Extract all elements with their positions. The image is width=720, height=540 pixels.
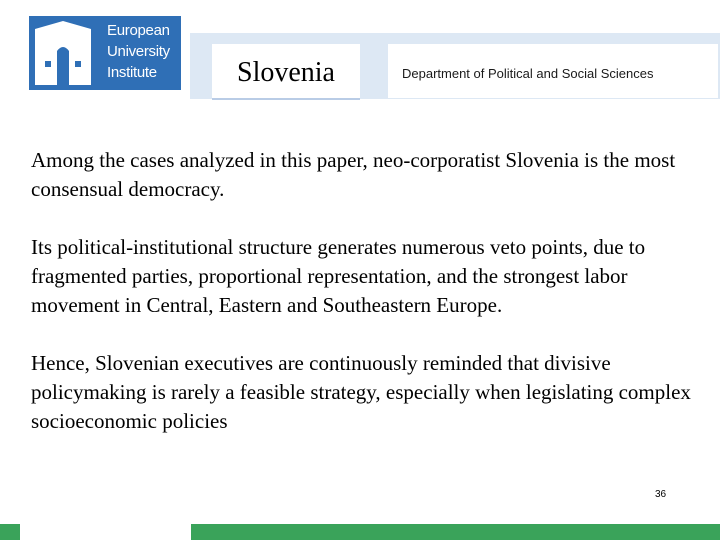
logo-text [107,20,179,83]
logo-line-3: Institute [107,64,157,81]
page-title: Slovenia [237,57,335,88]
footer-bar-left [0,524,20,540]
logo-line-2: University [107,43,170,60]
paragraph-1: Among the cases analyzed in this paper, neo-corporatist Slovenia is the most consensual democracy. [31,148,676,201]
page-number: 36 [655,489,667,500]
department-box [388,44,718,98]
department-label: Department of Political and Social Sciences [402,66,654,81]
slide-body [31,146,691,465]
paragraph-3: Hence, Slovenian executives are continuously reminded that divisive policymaking is rarely a feasible strategy, especially when legislating complex socioeconomic policies [31,351,691,433]
logo-line-1: European [107,22,170,39]
eui-logo [29,16,181,90]
paragraph-2: Its political-institutional structure generates numerous veto points, due to fragmented parties, proportional representation, and the strongest labor movement in Central, Eastern and Southeastern Europe. [31,235,646,317]
footer-bar-right [191,524,720,540]
title-tab [212,44,360,100]
building-emblem-icon [35,21,91,85]
